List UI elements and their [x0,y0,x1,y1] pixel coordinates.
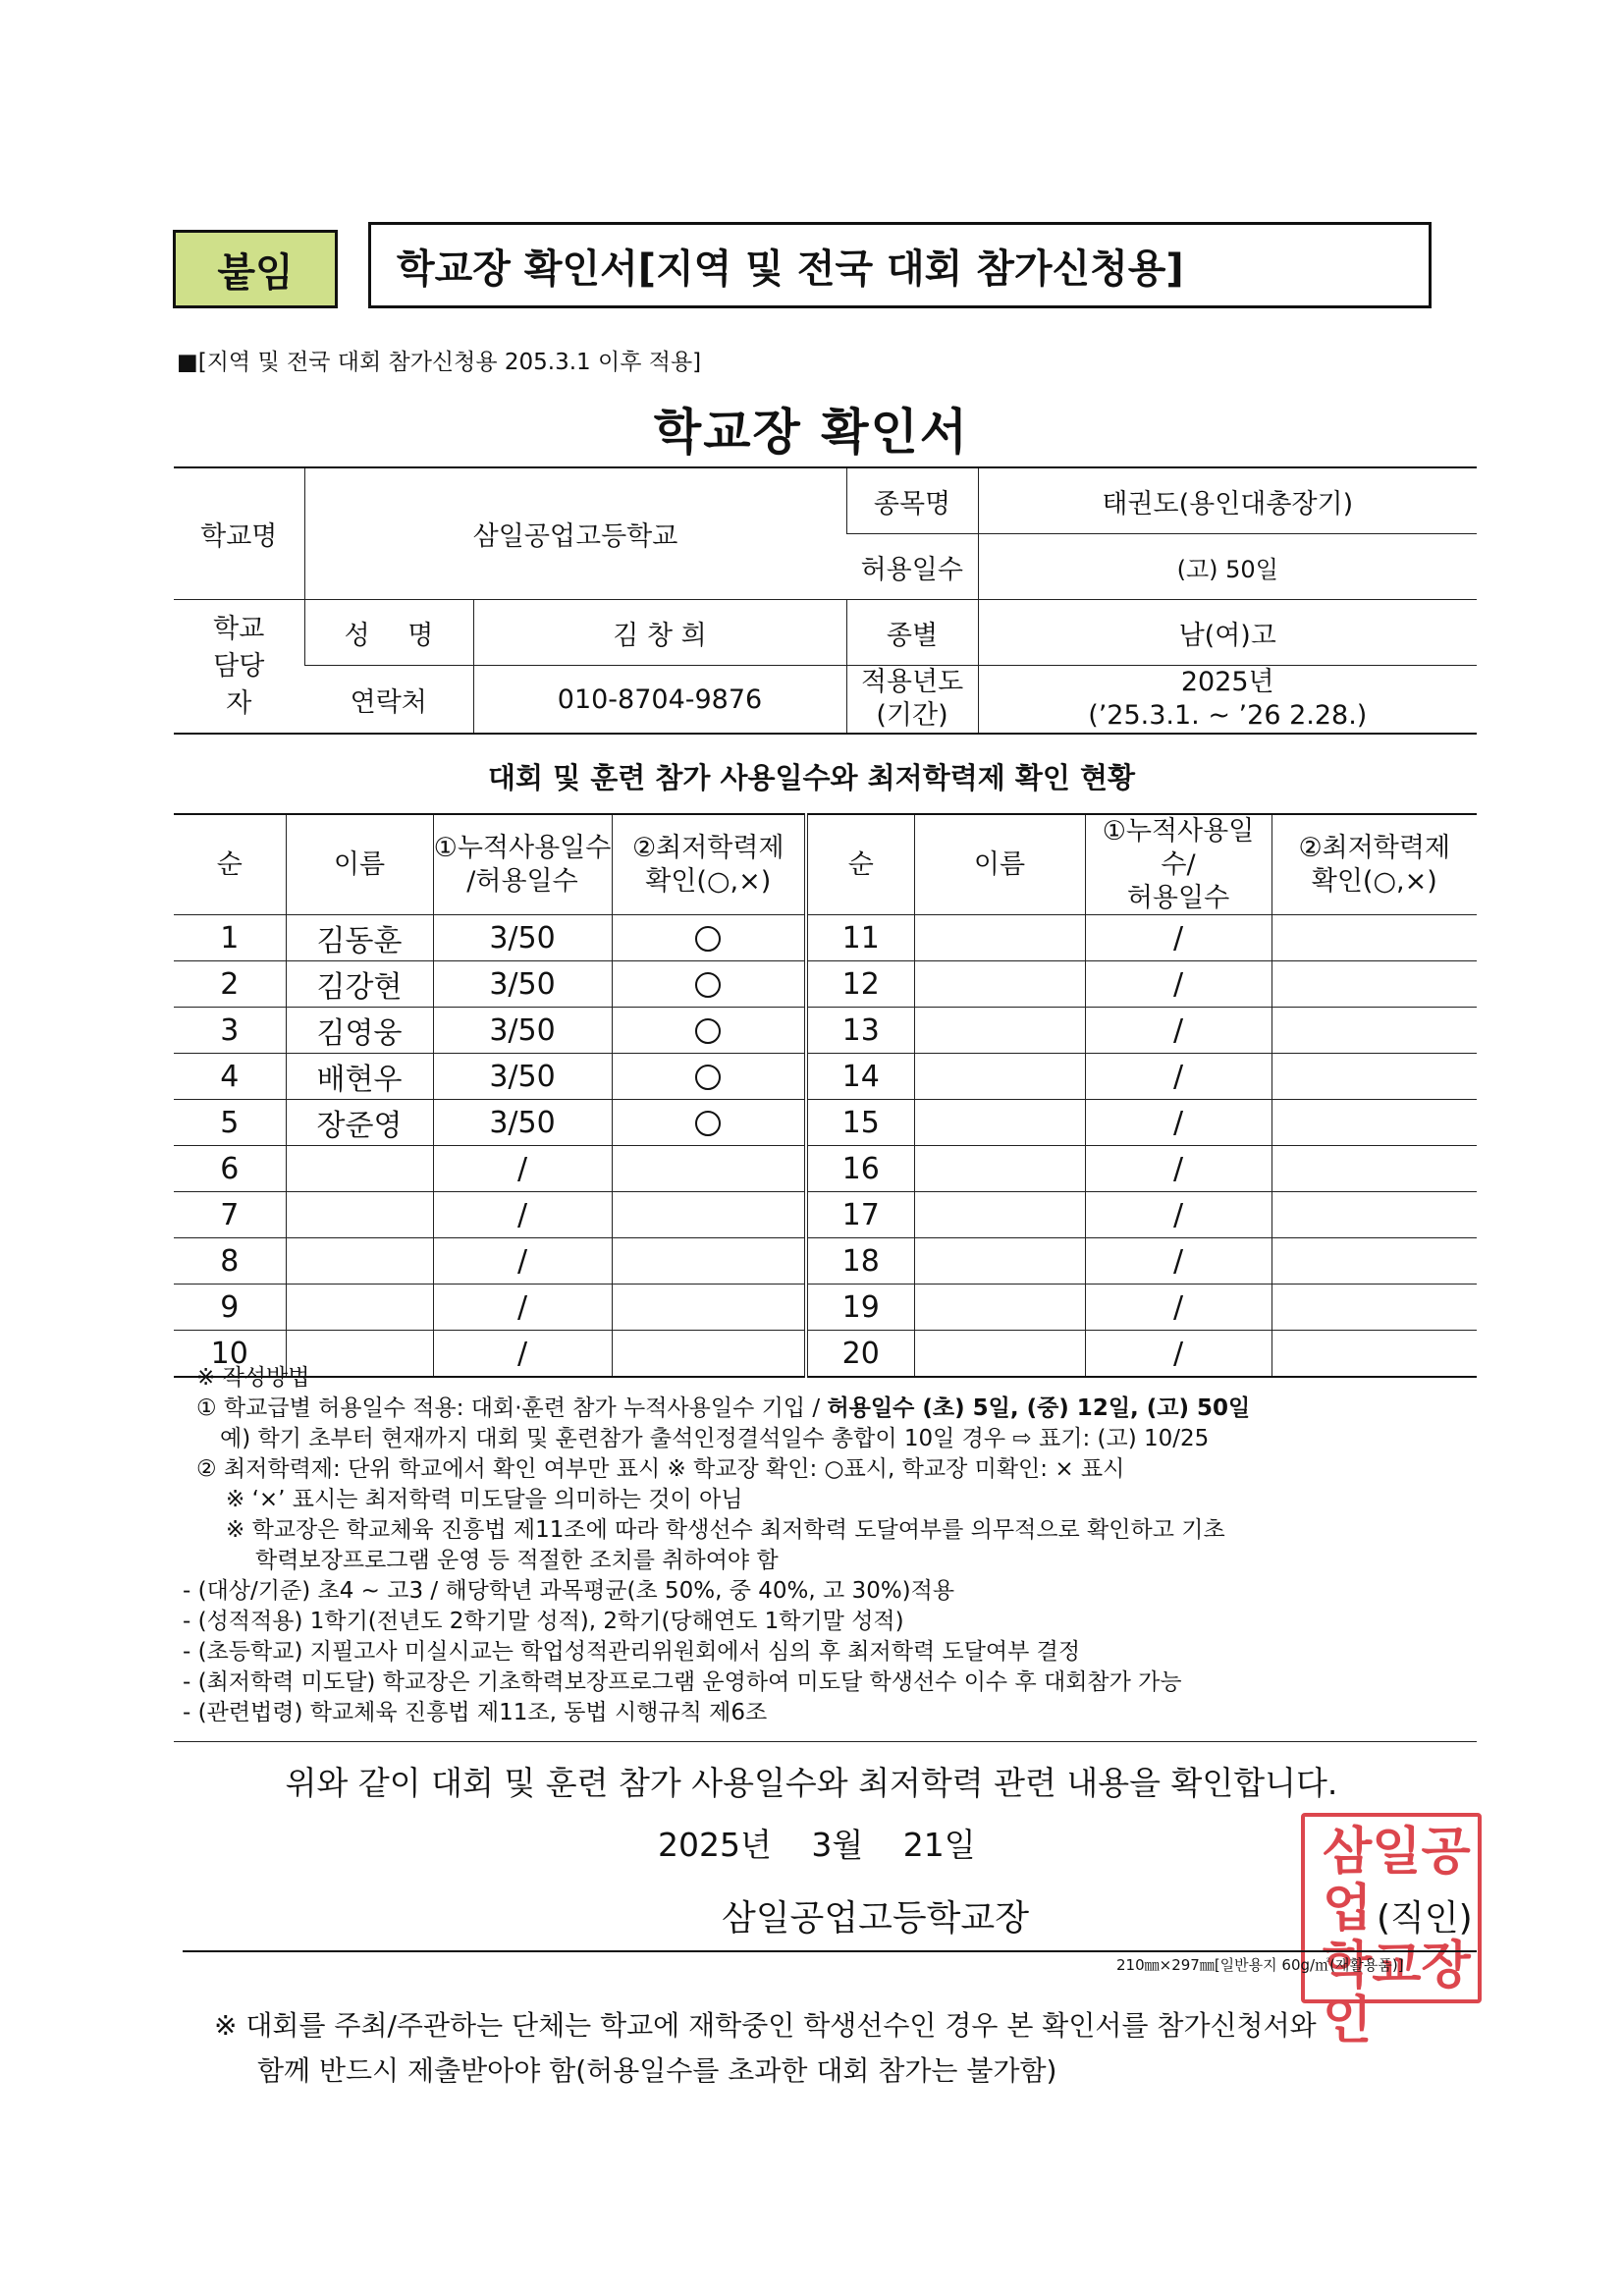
days-used: / [1085,1146,1271,1192]
check-circle-icon [695,1111,721,1136]
student-name: 김강현 [286,961,433,1008]
academic-check [1271,1008,1477,1054]
col-header-check-2: 확인(○,×) [645,865,772,897]
check-circle-icon [695,1065,721,1090]
footer-line-1: ※ 대회를 주최/주관하는 단체는 학교에 재학중인 학생선수인 경우 본 확인서를 참가신청서와 [214,2009,1317,2042]
academic-check [612,1146,806,1192]
table-row [174,1238,1477,1285]
allowed-days-rule: 허용일수 (초) 5일, (중) 12일, (고) 50일 [827,1395,1251,1421]
days-used: / [433,1331,612,1378]
gender-value: 남(여)고 [978,600,1477,666]
days-used: / [433,1146,612,1192]
student-name [914,961,1085,1008]
table-row [174,1008,1477,1054]
academic-check [1271,1146,1477,1192]
student-name [286,1285,433,1331]
academic-check [1271,1192,1477,1238]
col-header-days [433,814,612,915]
table-row [174,1285,1477,1331]
instructions-line: - (관련법령) 학교체육 진흥법 제11조, 동법 시행규칙 제6조 [183,1700,768,1725]
table-row [174,1100,1477,1146]
col-header-check-1: ②최저학력제 [631,832,784,863]
days-used: / [433,1192,612,1238]
seal-label: (직인) [1377,1898,1473,1939]
applicability-note: ■[지역 및 전국 대회 참가신청용 205.3.1 이후 적용] [177,350,702,375]
days-used: 3/50 [433,1100,612,1146]
period-value [978,666,1477,735]
student-name [286,1238,433,1285]
instructions-line: - (성적적용) 1학기(전년도 2학기말 성적), 2학기(당해연도 1학기말 성적) [183,1609,904,1634]
event-value: 태권도(용인대총장기) [978,467,1477,534]
col-header-name: 이름 [286,814,433,915]
row-number: 7 [174,1192,286,1238]
row-number: 15 [806,1100,914,1146]
instructions-line: ※ ‘×’ 표시는 최저학력 미도달을 의미하는 것이 아님 [226,1487,743,1512]
row-number: 18 [806,1238,914,1285]
row-number: 4 [174,1054,286,1100]
academic-check [612,1008,806,1054]
school-info-table [174,466,1477,735]
contact-label: 연락처 [304,666,473,735]
row-number: 12 [806,961,914,1008]
col-header-check-right [1271,814,1477,915]
academic-check [612,1238,806,1285]
table-row [174,1054,1477,1100]
confirmation-statement: 위와 같이 대회 및 훈련 참가 사용일수와 최저학력 관련 내용을 확인합니다. [285,1764,1338,1802]
student-name [914,1238,1085,1285]
divider [183,1950,1477,1952]
instructions-line: - (최저학력 미도달) 학교장은 기초학력보장프로그램 운영하여 미도달 학생선수 이수 후 대회참가 가능 [183,1669,1182,1695]
student-name [914,1100,1085,1146]
days-used: / [1085,1100,1271,1146]
footer-note [214,2003,1317,2094]
days-used: / [1085,1008,1271,1054]
section-title: 대회 및 훈련 참가 사용일수와 최저학력제 확인 현황 [488,761,1135,794]
instructions-line: 학력보장프로그램 운영 등 적절한 조치를 취하여야 함 [255,1548,779,1573]
days-used: / [1085,1285,1271,1331]
academic-check [1271,1054,1477,1100]
contact-value: 010-8704-9876 [473,666,846,735]
days-used: 3/50 [433,1008,612,1054]
allowed-days-label: 허용일수 [846,534,978,600]
row-number: 9 [174,1285,286,1331]
instructions-line: - (대상/기준) 초4 ~ 고3 / 해당학년 과목평균(초 50%, 중 40%, 고 30%)적용 [183,1578,955,1604]
col-header-name-right: 이름 [914,814,1085,915]
student-name [914,915,1085,961]
instructions-line: - (초등학교) 지필고사 미실시교는 학업성적관리위원회에서 심의 후 최저학력 도달여부 결정 [183,1639,1081,1665]
row-number: 19 [806,1285,914,1331]
issue-date: 2025년 3월 21일 [658,1826,976,1864]
table-row [174,915,1477,961]
student-name: 배현우 [286,1054,433,1100]
row-number: 5 [174,1100,286,1146]
academic-check [612,1054,806,1100]
document-header-title: 학교장 확인서[지역 및 전국 대회 참가신청용] [368,222,1432,308]
student-name [914,1008,1085,1054]
student-name [286,1192,433,1238]
row-number: 13 [806,1008,914,1054]
days-used: / [433,1285,612,1331]
instructions-line: 예) 학기 초부터 현재까지 대회 및 훈련참가 출석인정결석일수 총합이 10일 경우 ⇨ 표기: (고) 10/25 [220,1426,1210,1451]
academic-check [612,961,806,1008]
row-number: 11 [806,915,914,961]
days-used: / [1085,1192,1271,1238]
student-name [914,1192,1085,1238]
row-number: 3 [174,1008,286,1054]
instructions-heading: ※ 작성방법 [196,1365,310,1391]
paper-spec: 210㎜×297㎜[일반용지 60g/㎡(재활용품)] [1116,1956,1404,1974]
row-number: 20 [806,1331,914,1378]
table-row [174,1192,1477,1238]
col-header-days-1: ①누적사용일수 [433,832,612,863]
row-number: 8 [174,1238,286,1285]
academic-check [1271,961,1477,1008]
check-circle-icon [695,1018,721,1044]
col-header-check-right-1: ②최저학력제 [1298,832,1451,863]
name-value: 김 창 희 [473,600,846,666]
gender-label: 종별 [846,600,978,666]
student-name: 장준영 [286,1100,433,1146]
student-name [914,1054,1085,1100]
row-number: 16 [806,1146,914,1192]
school-name-value: 삼일공업고등학교 [304,467,846,600]
academic-check [612,1100,806,1146]
check-circle-icon [695,972,721,998]
table-row [174,1146,1477,1192]
period-value-2: (’25.3.1. ~ ’26 2.28.) [1088,700,1368,731]
academic-check [1271,1285,1477,1331]
academic-check [612,915,806,961]
attachment-tag: 붙임 [173,230,338,308]
col-header-num: 순 [174,814,286,915]
period-label [846,666,978,735]
academic-check [612,1285,806,1331]
col-header-check [612,814,806,915]
period-value-1: 2025년 [1180,667,1274,697]
signer-title: 삼일공업고등학교장 [722,1898,1029,1939]
academic-check [1271,915,1477,961]
row-number: 1 [174,915,286,961]
student-name: 김영웅 [286,1008,433,1054]
days-used: 3/50 [433,1054,612,1100]
col-header-check-right-2: 확인(○,×) [1311,865,1437,897]
event-label: 종목명 [846,467,978,534]
student-name: 김동훈 [286,915,433,961]
days-used: 3/50 [433,915,612,961]
row-number: 17 [806,1192,914,1238]
period-label-1: 적용년도 [860,667,964,697]
days-used: / [1085,1331,1271,1378]
col-header-num-right: 순 [806,814,914,915]
row-number: 2 [174,961,286,1008]
allowed-days-value: (고) 50일 [978,534,1477,600]
col-header-days-right-2: 허용일수 [1126,882,1230,913]
divider [174,1741,1477,1742]
student-name [914,1146,1085,1192]
instructions-line: ※ 학교장은 학교체육 진흥법 제11조에 따라 학생선수 최저학력 도달여부를 의무적으로 확인하고 기초 [226,1517,1225,1543]
academic-check [1271,1238,1477,1285]
days-used: / [1085,961,1271,1008]
col-header-days-2: /허용일수 [466,865,578,897]
instructions-line: ② 최저학력제: 단위 학교에서 확인 여부만 표시 ※ 학교장 확인: ○표시, 학교장 미확인: × 표시 [196,1456,1125,1482]
col-header-days-right [1085,814,1271,915]
academic-check [1271,1100,1477,1146]
days-used: / [1085,1054,1271,1100]
footer-line-2: 함께 반드시 제출받아야 함(허용일수를 초과한 대회 참가는 불가함) [257,2054,1057,2087]
official-seal: 삼일공 업 학교장인 [1301,1813,1482,2003]
page-title: 학교장 확인서 [653,404,970,461]
table-row [174,961,1477,1008]
academic-check [612,1192,806,1238]
days-used: / [433,1238,612,1285]
school-name-label: 학교명 [174,467,304,600]
days-used: / [1085,1238,1271,1285]
col-header-days-right-1: ①누적사용일수/ [1102,816,1255,880]
instructions-line-text: ① 학교급별 허용일수 적용: 대회·훈련 참가 누적사용일수 기입 / [196,1395,828,1421]
instructions-line [196,1394,1492,1424]
days-used: / [1085,915,1271,961]
row-number: 10 [174,1331,286,1378]
row-number: 14 [806,1054,914,1100]
manager-label: 학교 담당자 [174,600,304,735]
student-name [914,1285,1085,1331]
row-number: 6 [174,1146,286,1192]
days-used: 3/50 [433,961,612,1008]
period-label-2: (기간) [876,700,948,731]
name-label: 성 명 [304,600,473,666]
student-name [286,1146,433,1192]
participation-table [174,813,1477,1378]
instructions [183,1363,1492,1728]
check-circle-icon [695,926,721,952]
